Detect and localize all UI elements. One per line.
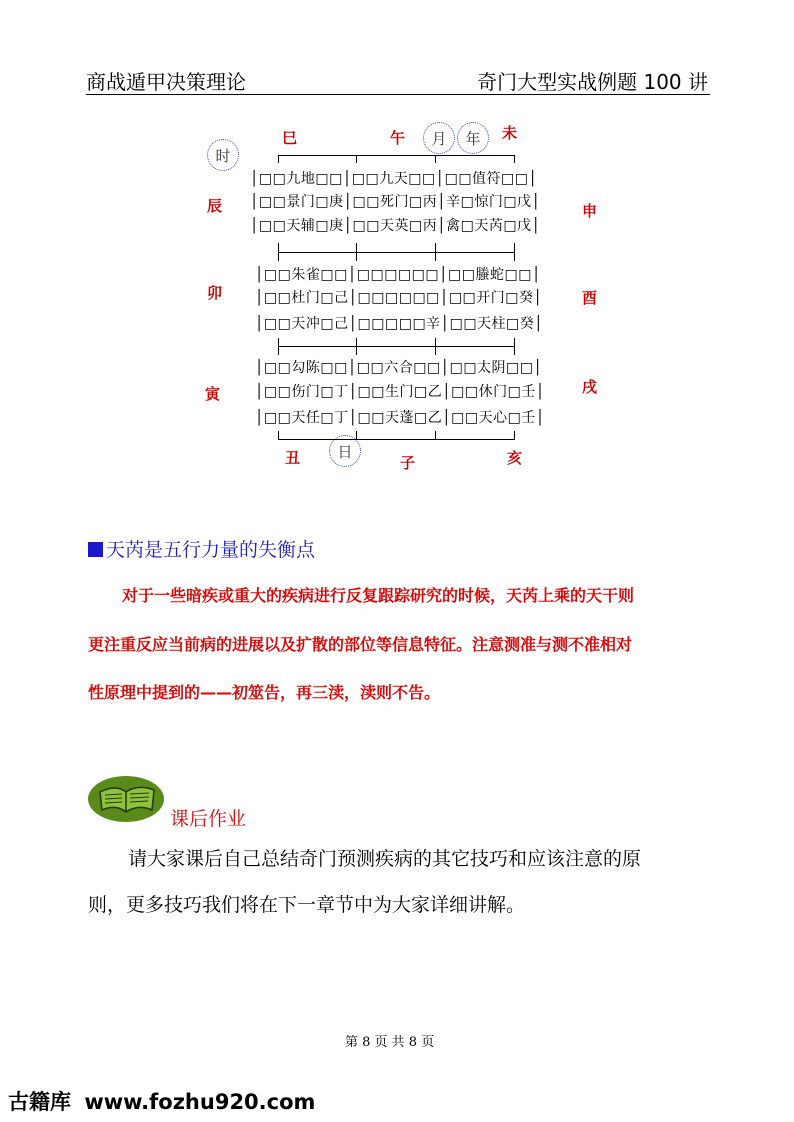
grid-line <box>278 431 279 439</box>
book-icon <box>86 770 170 824</box>
grid-line <box>435 338 436 355</box>
marker-shi: 时 <box>207 139 239 171</box>
board-row-2-2: │□□杜门□己│□□□□□□│□□开门□癸│ <box>255 290 543 306</box>
grid-line <box>514 338 515 355</box>
header-left: 商战遁甲决策理论 <box>86 70 246 94</box>
section-line-2: 更注重反应当前病的进展以及扩散的部位等信息特征。注意测准与测不准相对 <box>88 635 633 654</box>
board-row-1-3: │□□天辅□庚│□□天英□丙│禽□天芮□戊│ <box>250 218 541 234</box>
marker-yue: 月 <box>423 122 455 154</box>
branch-hai: 亥 <box>507 449 523 467</box>
branch-mao: 卯 <box>207 284 223 302</box>
board-row-3-3: │□□天任□丁│□□天蓬□乙│□□天心□壬│ <box>255 410 545 426</box>
section-title: 天芮是五行力量的失衡点 <box>106 539 316 561</box>
homework-line-1: 请大家课后自己总结奇门预测疾病的其它技巧和应该注意的原 <box>128 848 642 870</box>
header-rule <box>86 94 710 95</box>
grid-line <box>435 155 436 163</box>
board-row-3-1: │□□勾陈□□│□□六合□□│□□太阴□□│ <box>255 360 543 376</box>
grid-line <box>514 155 515 163</box>
grid-line <box>514 243 515 261</box>
grid-line <box>278 338 279 355</box>
branch-si: 巳 <box>282 129 298 147</box>
marker-nian: 年 <box>457 122 489 154</box>
grid-line <box>356 338 357 355</box>
homework-title: 课后作业 <box>170 808 247 830</box>
grid-line <box>435 431 436 439</box>
board-row-2-3: │□□天冲□己│□□□□□辛│□□天柱□癸│ <box>255 316 544 332</box>
branch-xu: 戌 <box>582 378 598 396</box>
grid-line <box>278 346 515 347</box>
branch-shen: 申 <box>582 202 598 220</box>
board-row-1-2: │□□景门□庚│□□死门□丙│辛□惊门□戊│ <box>250 194 541 210</box>
square-bullet-icon <box>88 542 103 557</box>
grid-line <box>514 431 515 439</box>
site-watermark <box>8 1086 315 1116</box>
section-title-block <box>88 535 315 562</box>
section-line-1: 对于一些暗疾或重大的疾病进行反复跟踪研究的时候，天芮上乘的天干则 <box>122 586 635 605</box>
grid-line <box>356 155 357 163</box>
branch-chou: 丑 <box>285 449 301 467</box>
grid-line <box>435 243 436 261</box>
section-line-3: 性原理中提到的——初筮告，再三渎，渎则不告。 <box>88 683 441 702</box>
grid-line <box>278 155 515 156</box>
grid-line <box>356 431 357 439</box>
branch-chen: 辰 <box>207 197 223 215</box>
branch-yin: 寅 <box>205 385 221 403</box>
grid-line <box>356 243 357 261</box>
branch-wei: 未 <box>502 124 518 142</box>
branch-zi: 子 <box>400 454 416 472</box>
header-right: 奇门大型实战例题 100 讲 <box>477 70 708 94</box>
board-row-3-2: │□□伤门□丁│□□生门□乙│□□休门□壬│ <box>255 384 545 400</box>
page-number: 第 8 页 共 8 页 <box>345 1035 435 1050</box>
site-url[interactable]: www.fozhu920.com <box>84 1090 316 1114</box>
grid-line <box>278 155 279 163</box>
grid-line <box>278 252 515 253</box>
grid-line <box>278 439 515 440</box>
homework-line-2: 则，更多技巧我们将在下一章节中为大家详细讲解。 <box>88 894 526 916</box>
marker-ri: 日 <box>329 435 361 467</box>
board-row-1-1: │□□九地□□│□□九天□□│□□值符□□│ <box>250 171 538 187</box>
board-row-2-1: │□□朱雀□□│□□□□□□│□□螣蛇□□│ <box>255 267 541 283</box>
branch-wu: 午 <box>390 129 406 147</box>
site-name: 古籍库 <box>8 1090 71 1114</box>
grid-line <box>278 243 279 261</box>
branch-you: 酉 <box>582 289 598 307</box>
